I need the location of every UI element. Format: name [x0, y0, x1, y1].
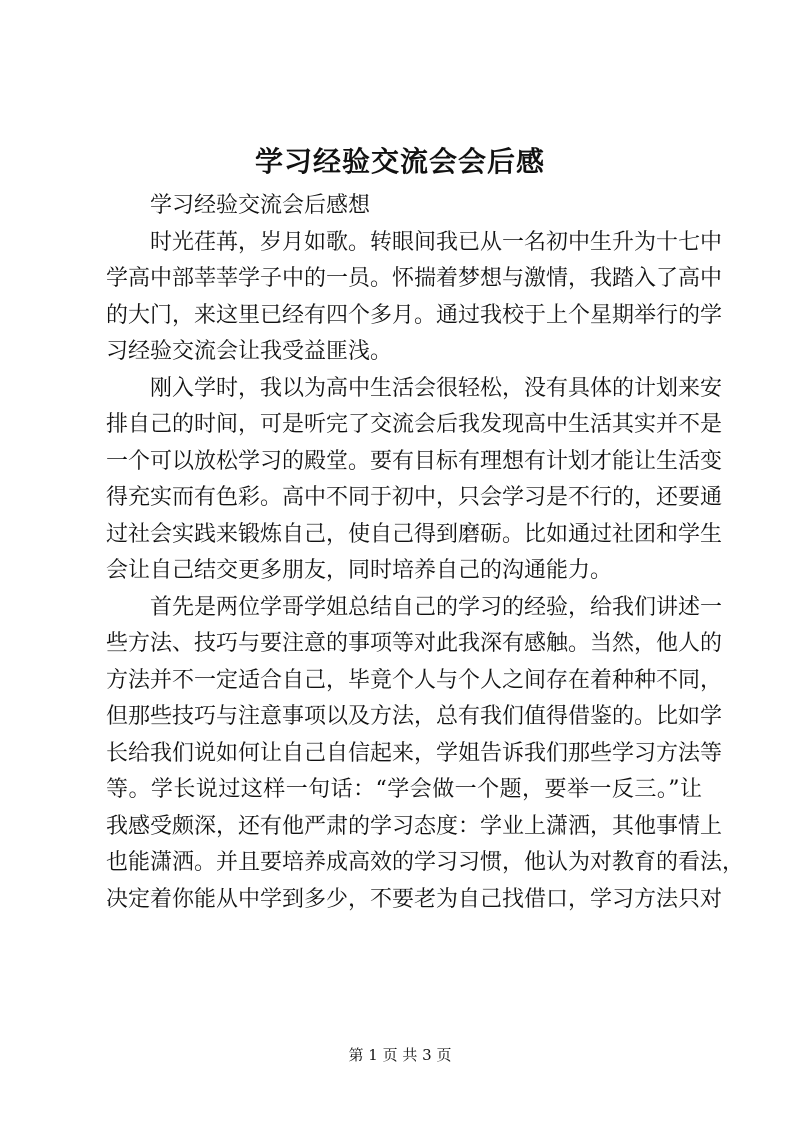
text-line: 一个可以放松学习的殿堂。要有目标有理想有计划才能让生活变	[106, 448, 723, 474]
text-line: 习经验交流会让我受益匪浅。	[106, 339, 393, 364]
text-line: 会让自己结交更多朋友，同时培养自己的沟通能力。	[106, 558, 613, 583]
text-line: 学高中部莘莘学子中的一员。怀揣着梦想与激情，我踏入了高中	[106, 266, 723, 291]
text-line: 的大门，来这里已经有四个多月。通过我校于上个星期举行的学	[106, 302, 723, 328]
text-line: 等。学长说过这样一句话：“学会做一个题，要举一反三。”让	[106, 777, 702, 802]
body-text	[106, 188, 745, 918]
text-line: 决定着你能从中学到多少，不要老为自己找借口，学习方法只对	[106, 886, 723, 912]
text-line: 刚入学时，我以为高中生活会很轻松，没有具体的计划来安	[150, 375, 723, 401]
text-line: 但那些技巧与注意事项以及方法，总有我们值得借鉴的。比如学	[106, 704, 723, 729]
text-line: 排自己的时间，可是听完了交流会后我发现高中生活其实并不是	[106, 412, 723, 437]
page-footer: 第 1 页 共 3 页	[348, 1046, 452, 1064]
page-title: 学习经验交流会会后感	[254, 145, 545, 178]
text-line: 方法并不一定适合自己，毕竟个人与个人之间存在着种种不同，	[106, 667, 723, 693]
text-line: 些方法、技巧与要注意的事项等对此我深有感触。当然，他人的	[106, 631, 723, 656]
text-line: 我感受颇深，还有他严肃的学习态度：学业上潇洒，其他事情上	[106, 813, 723, 839]
text-line: 过社会实践来锻炼自己，使自己得到磨砺。比如通过社团和学生	[106, 521, 723, 547]
text-line: 长给我们说如何让自己自信起来，学姐告诉我们那些学习方法等	[106, 740, 723, 766]
text-line: 得充实而有色彩。高中不同于初中，只会学习是不行的，还要通	[106, 485, 723, 510]
text-line: 学习经验交流会后感想	[150, 193, 371, 218]
text-line: 时光荏苒，岁月如歌。转眼间我已从一名初中生升为十七中	[150, 229, 723, 255]
text-line: 也能潇洒。并且要培养成高效的学习习惯，他认为对教育的看法，	[106, 850, 745, 875]
text-line: 首先是两位学哥学姐总结自己的学习的经验，给我们讲述一	[150, 594, 723, 620]
